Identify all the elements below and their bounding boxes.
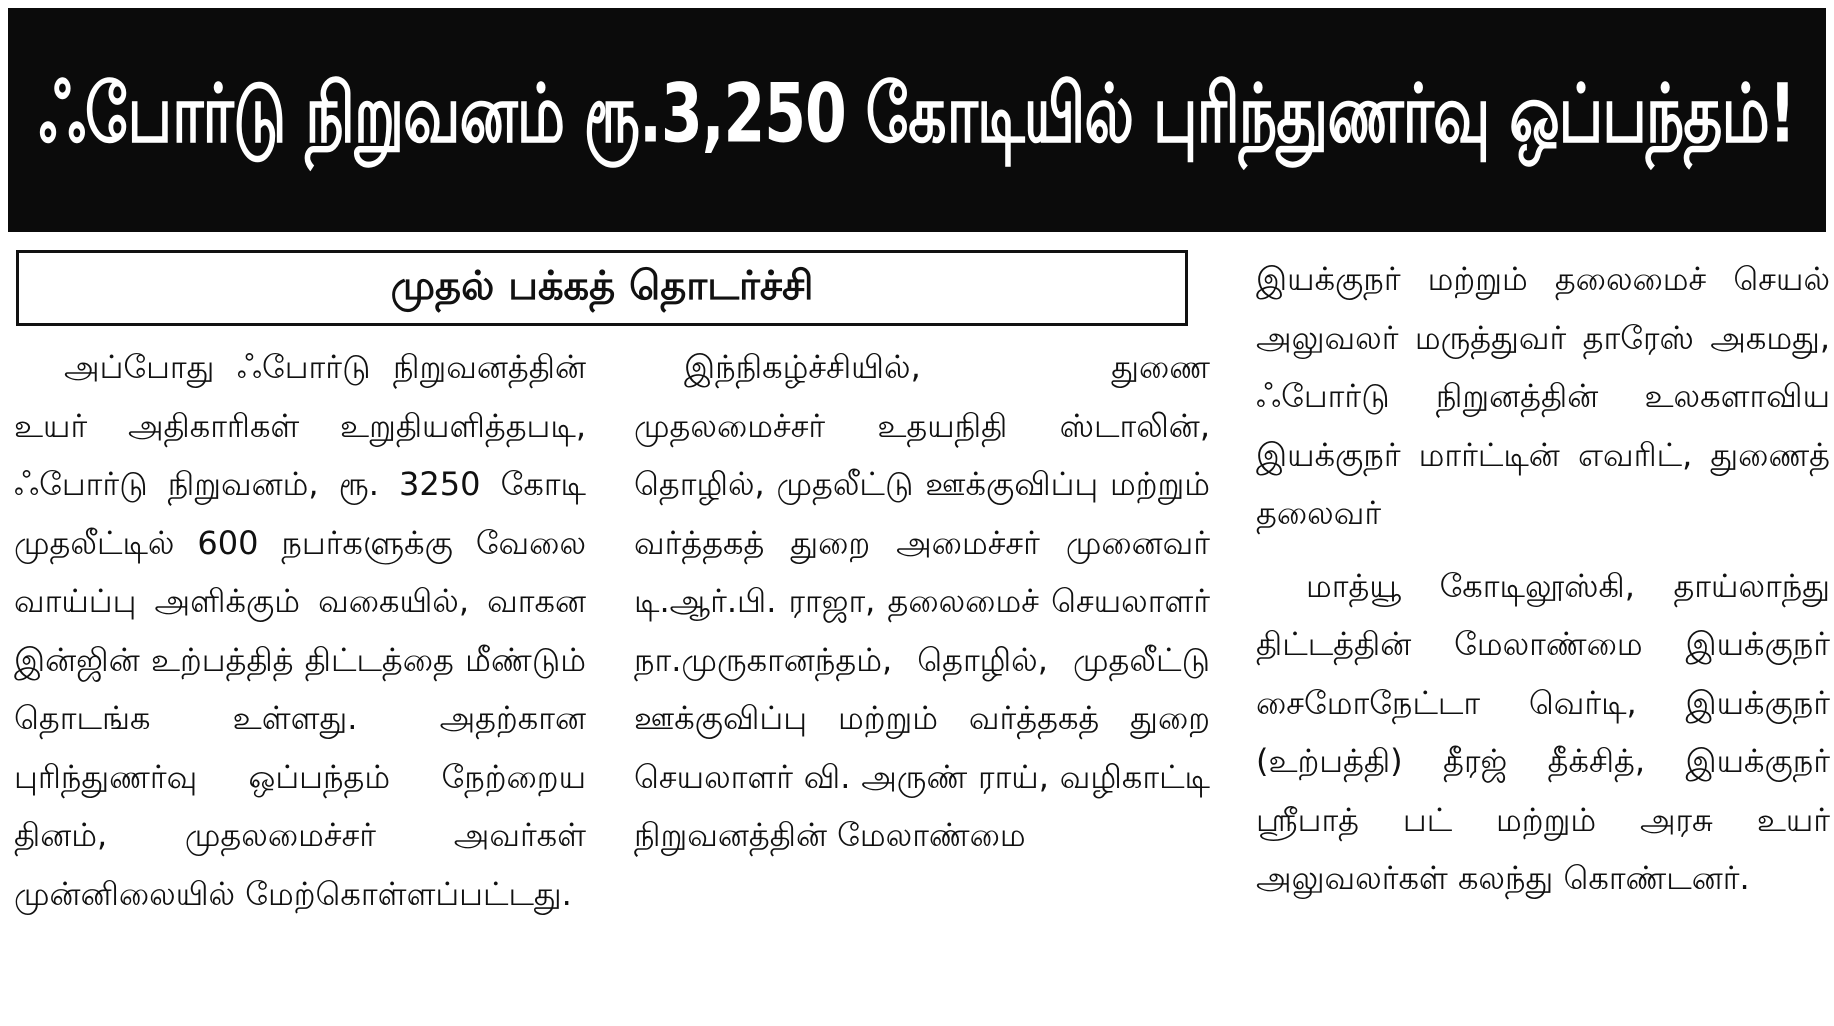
column-3-paragraph-1: இயக்குநர் மற்றும் தலைமைச் செயல் அலுவலர் மருத்துவர் தாரேஸ் அகமது, ஃபோர்டு நிறுனத்தின் உலகளாவிய இயக்குநர் மார்ட்டின் எவரிட், துணைத் தலைவர் [1256,260,1830,532]
continuation-box [16,250,1188,326]
column-3-paragraph-2: மாத்யூ கோடிலூஸ்கி, தாய்லாந்து திட்டத்தின் மேலாண்மை இயக்குநர் சைமோநேட்டா வெர்டி, இயக்குநர் (உற்பத்தி) தீரஜ் தீக்சித், இயக்குநர் ஸ்ரீபாத் பட் மற்றும் அரசு உயர் அலுவலர்கள் கலந்து கொண்டனர். [1256,566,1830,897]
column-1-paragraph-1: அப்போது ஃபோர்டு நிறுவனத்தின் உயர் அதிகாரிகள் உறுதியளித்தபடி, ஃபோர்டு நிறுவனம், ரூ. 3250 கோடி முதலீட்டில் 600 நபர்களுக்கு வேலை வாய்ப்பு அளிக்கும் வகையில், வாகன இன்ஜின் உற்பத்தித் திட்டத்தை மீண்டும் தொடங்க உள்ளது. அதற்கான புரிந்துணர்வு ஒப்பந்தம் நேற்றைய தினம், முதலமைச்சர் அவர்கள் முன்னிலையில் மேற்கொள்ளப்பட்டது. [14,348,586,913]
headline-banner [8,8,1826,232]
headline: ஃபோர்டு நிறுவனம் ரூ.3,250 கோடியில் புரிந்துணர்வு ஒப்பந்தம்! [38,67,1796,162]
article-column-1 [14,338,586,1008]
article-column-2 [634,338,1210,1018]
continuation-label: முதல் பக்கத் தொடர்ச்சி [390,262,814,309]
column-2-paragraph-1: இந்நிகழ்ச்சியில், துணை முதலமைச்சர் உதயநிதி ஸ்டாலின், தொழில், முதலீட்டு ஊக்குவிப்பு மற்றும் வர்த்தகத் துறை அமைச்சர் முனைவர் டி.ஆர்.பி. ராஜா, தலைமைச் செயலாளர் நா.முருகானந்தம், தொழில், முதலீட்டு ஊக்குவிப்பு மற்றும் வர்த்தகத் துறை செயலாளர் வி. அருண் ராய், வழிகாட்டி நிறுவனத்தின் மேலாண்மை [634,348,1210,854]
article-column-3 [1256,250,1830,1020]
